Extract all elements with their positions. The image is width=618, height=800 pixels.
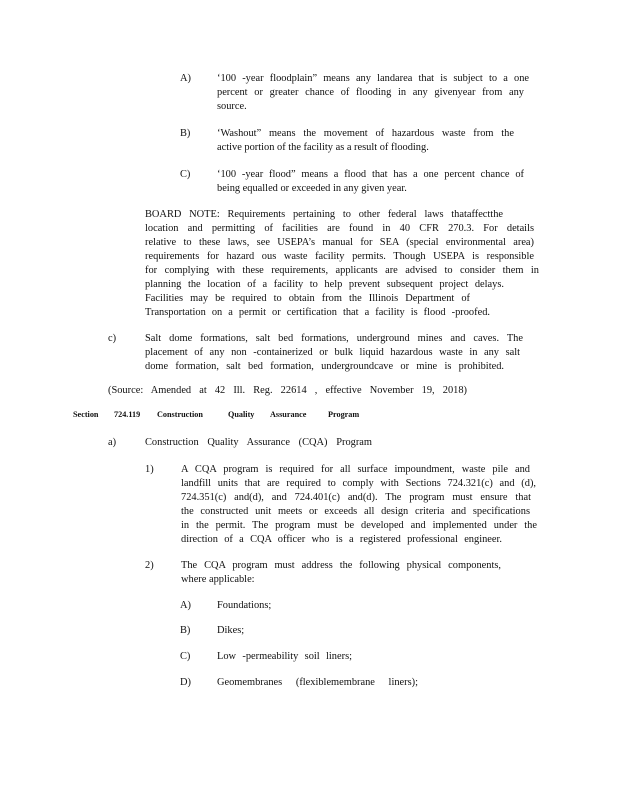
board-note-line-3: relative to these laws, see USEPA’s manual for SEA (special environmental area) xyxy=(145,237,534,248)
item-c-line-3: dome formation, salt bed formation, undergroundcave or mine is prohibited. xyxy=(145,361,504,372)
source-note: (Source: Amended at 42 Ill. Reg. 22614 , effective November 19, 2018) xyxy=(108,385,467,396)
def-b-label: B) xyxy=(180,128,191,139)
section-title-word-4: Program xyxy=(328,410,360,419)
section-title-word-3: Assurance xyxy=(270,410,307,419)
section-title-word-1: Construction xyxy=(157,410,203,419)
def-a-line-2: percent or greater chance of flooding in any givenyear from any xyxy=(217,87,524,98)
def-c-line-1: ‘100 -year flood” means a flood that has a one percent chance of xyxy=(217,169,524,180)
board-note-line-4: requirements for hazard ous waste facility permits. Though USEPA is responsible xyxy=(145,251,534,262)
def-a-line-1: ‘100 -year floodplain” means any landarea that is subject to a one xyxy=(217,73,529,84)
cqa-label: a) xyxy=(108,437,117,448)
board-note-line-2: location and permitting of facilities are found in 40 CFR 270.3. For details xyxy=(145,223,534,234)
component-a-label: A) xyxy=(180,600,191,611)
component-c-text: Low -permeability soil liners; xyxy=(217,651,352,662)
cqa-title: Construction Quality Assurance (CQA) Program xyxy=(145,437,372,448)
board-note-line-8: Transportation on a permit or certification that a facility is flood -proofed. xyxy=(145,307,490,318)
def-b-line-2: active portion of the facility as a result of flooding. xyxy=(217,142,429,153)
board-note-line-7: Facilities may be required to obtain from the Illinois Department of xyxy=(145,293,470,304)
section-word: Section xyxy=(73,410,99,419)
def-c-line-2: being equalled or exceeded in any given year. xyxy=(217,183,407,194)
item-c-line-2: placement of any non -containerized or bulk liquid hazardous waste in any salt xyxy=(145,347,520,358)
def-a-line-3: source. xyxy=(217,101,247,112)
board-note-line-1: BOARD NOTE: Requirements pertaining to other federal laws thataffectthe xyxy=(145,209,503,220)
component-d-text: Geomembranes (flexiblemembrane liners); xyxy=(217,677,418,688)
component-d-label: D) xyxy=(180,677,191,688)
component-c-label: C) xyxy=(180,651,191,662)
cqa-item-2-line-2: where applicable: xyxy=(181,574,255,585)
cqa-item-1-label: 1) xyxy=(145,464,154,475)
item-c-line-1: Salt dome formations, salt bed formations, underground mines and caves. The xyxy=(145,333,523,344)
cqa-item-2-line-1: The CQA program must address the following physical components, xyxy=(181,560,501,571)
component-b-label: B) xyxy=(180,625,191,636)
cqa-item-1-line-2: landfill units that are required to comply with Sections 724.321(c) and (d), xyxy=(181,478,536,489)
cqa-item-1-line-4: the constructed unit meets or exceeds all design criteria and specifications xyxy=(181,506,530,517)
board-note-line-6: planning the location of a facility to help prevent subsequent project delays. xyxy=(145,279,504,290)
section-number: 724.119 xyxy=(114,410,141,419)
cqa-item-1-line-6: direction of a CQA officer who is a registered professional engineer. xyxy=(181,534,502,545)
section-title-word-2: Quality xyxy=(228,410,255,419)
cqa-item-1-line-5: in the permit. The program must be developed and implemented under the xyxy=(181,520,537,531)
def-c-label: C) xyxy=(180,169,191,180)
cqa-item-2-label: 2) xyxy=(145,560,154,571)
def-b-line-1: ‘Washout” means the movement of hazardous waste from the xyxy=(217,128,514,139)
item-c-label: c) xyxy=(108,333,117,344)
def-a-label: A) xyxy=(180,73,191,84)
component-a-text: Foundations; xyxy=(217,600,272,611)
cqa-item-1-line-1: A CQA program is required for all surface impoundment, waste pile and xyxy=(181,464,530,475)
board-note-line-5: for complying with these requirements, applicants are advised to consider them in xyxy=(145,265,539,276)
cqa-item-1-line-3: 724.351(c) and(d), and 724.401(c) and(d). The program must ensure that xyxy=(181,492,531,503)
component-b-text: Dikes; xyxy=(217,625,245,636)
